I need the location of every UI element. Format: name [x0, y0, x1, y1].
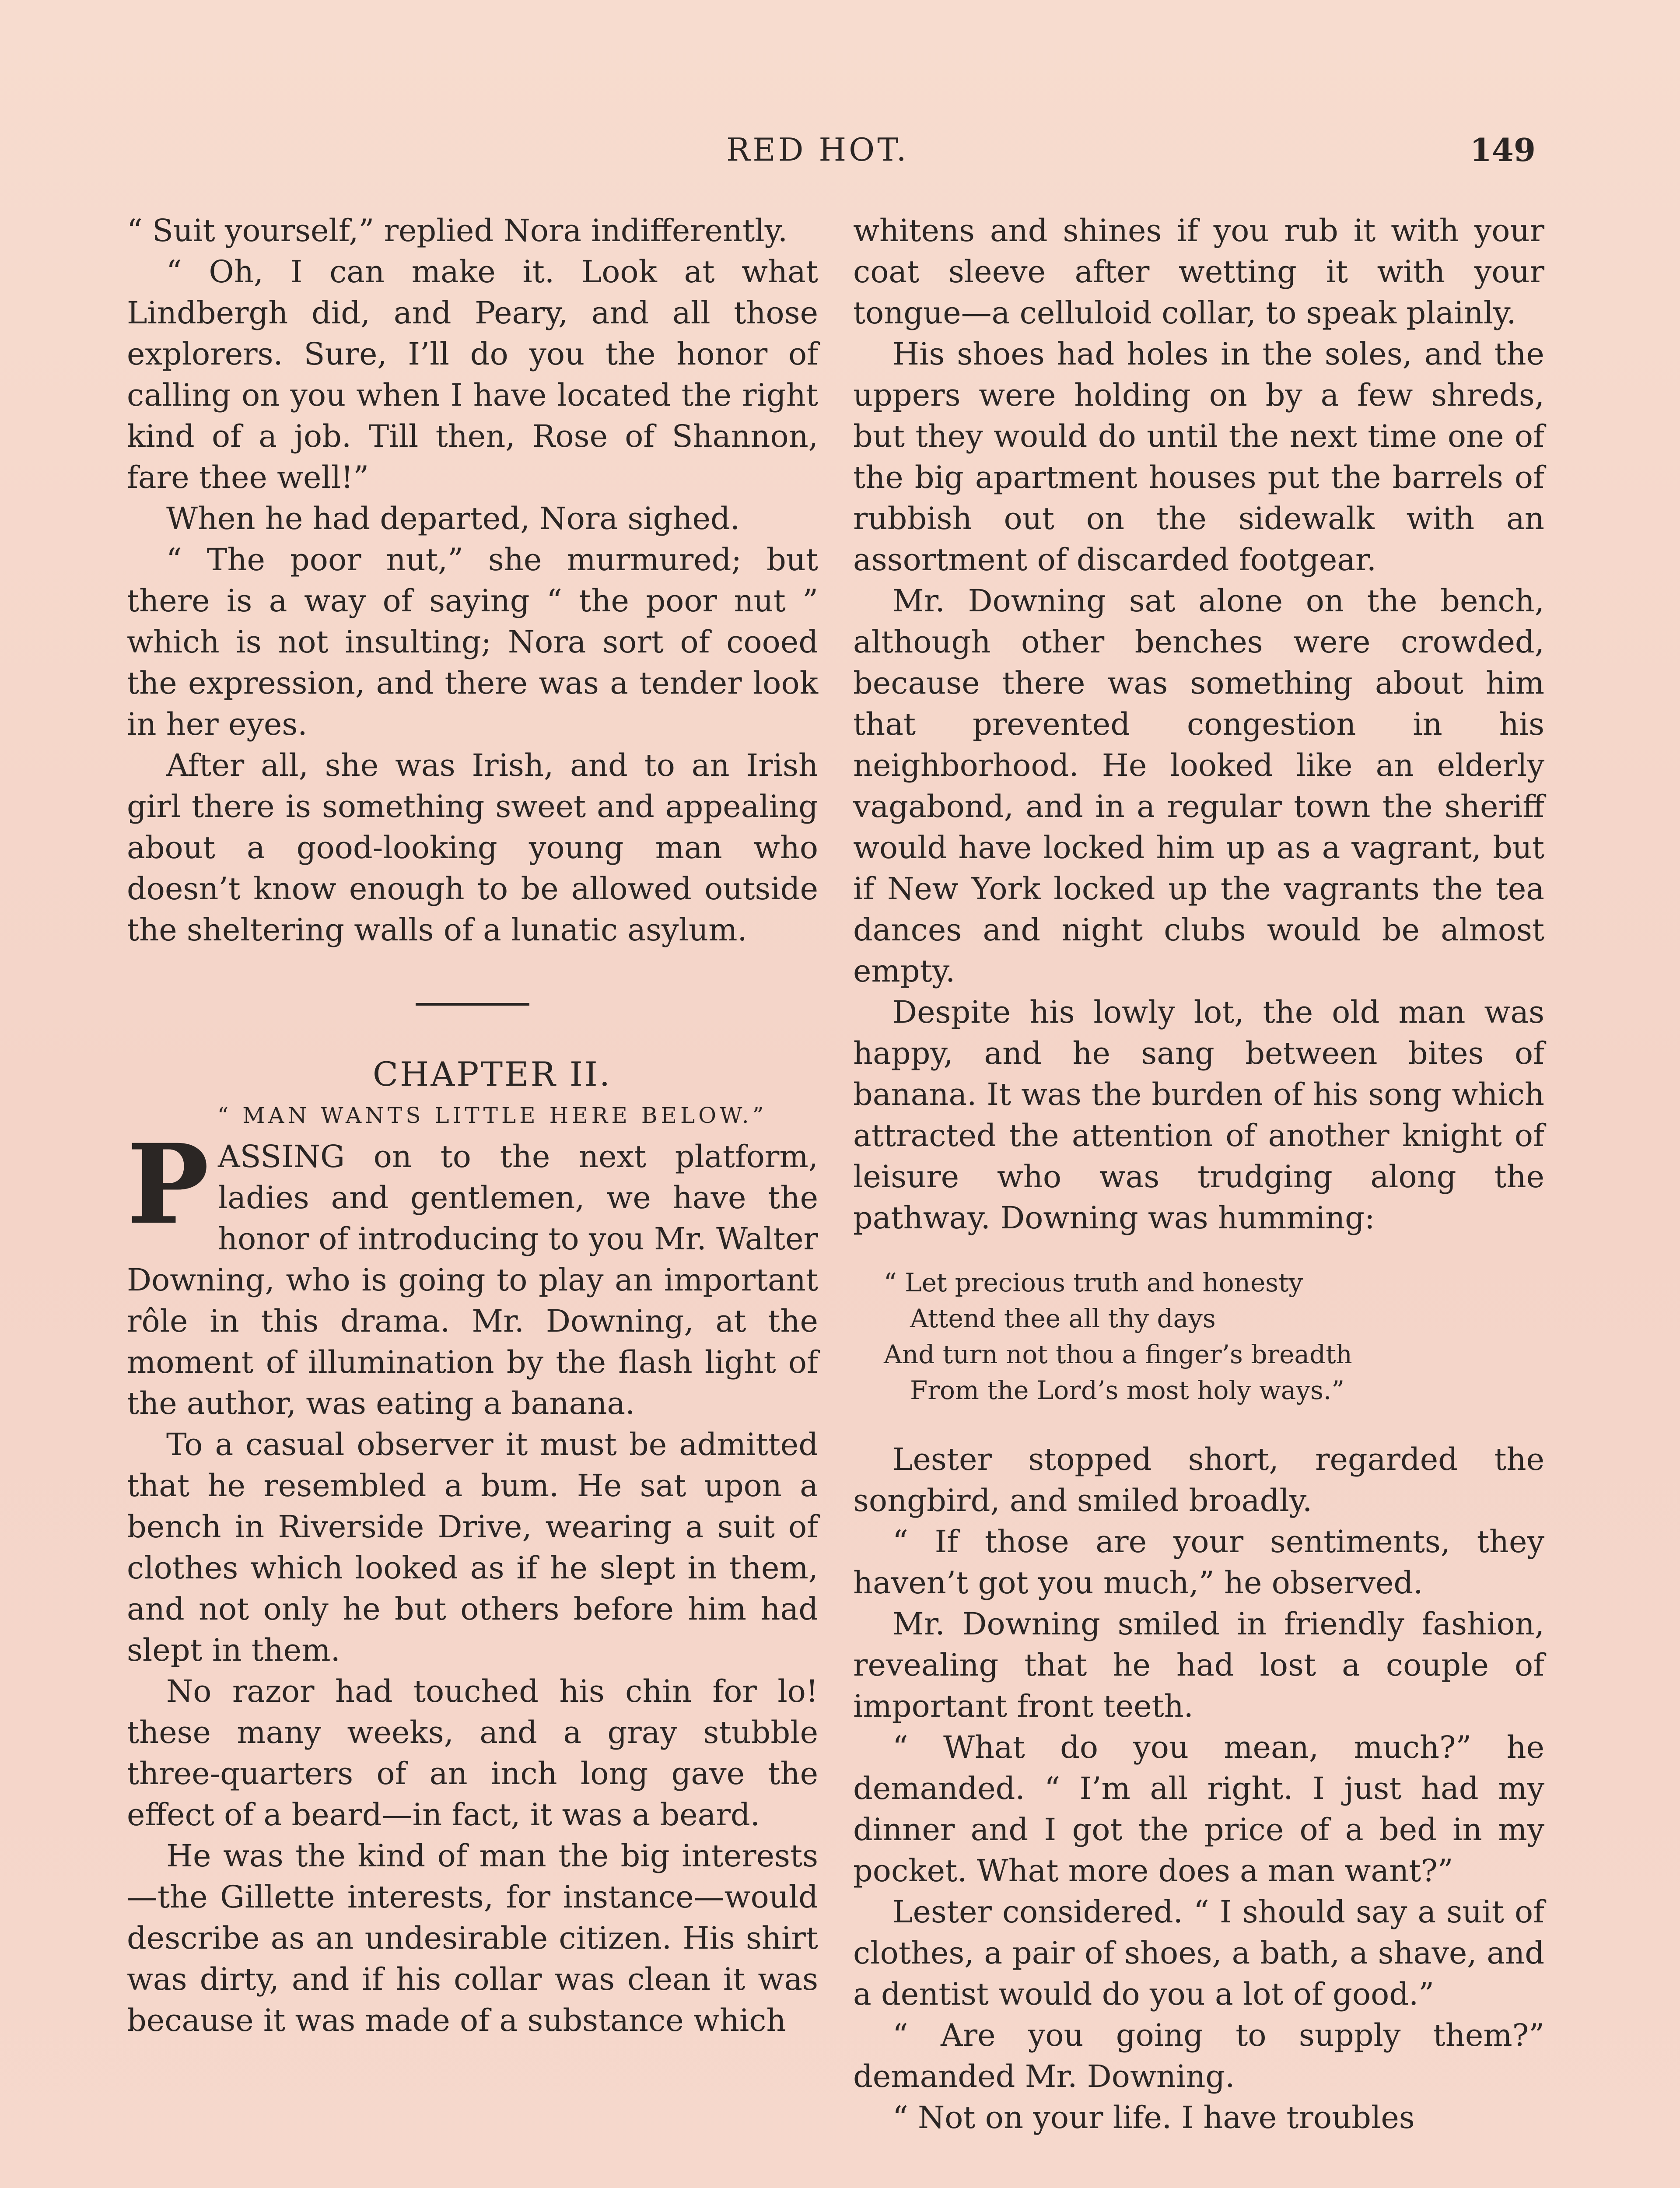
paragraph: His shoes had holes in the soles, and the uppers were holding on by a few shreds, but they would do until the next time one of the big apartment houses put the barrels of rubbish out on the sidewalk with an assortment of discarded footgear. [853, 336, 1544, 578]
page-number: 149 [1470, 131, 1536, 168]
paragraph: When he had departed, Nora sighed. [166, 501, 740, 536]
opening-paragraph [127, 1120, 818, 1424]
paragraph: Despite his lowly lot, the old man was happy, and he sang between bites of banana. It was the burden of his song which attracted the attention of another knight of leisure who was trudging along the pathway. Downing was humming: [853, 994, 1544, 1236]
paragraph: “ The poor nut,” she murmured; but there is a way of saying “ the poor nut ” which is not insulting; Nora sort of cooed the expression, and there was a tender look in her eyes. [127, 542, 818, 742]
paragraph: “ What do you mean, much?” he demanded. “ I’m all right. I just had my dinner and I got the price of a bed in my pocket. What more does a man want?” [853, 1729, 1544, 1889]
running-head: RED HOT. [726, 131, 909, 168]
paragraph: “ Oh, I can make it. Look at what Lindbergh did, and Peary, and all those explorers. Sure, I’ll do you the honor of calling on you when I have located the right kind of a job. Till then, Rose of Shannon, fare thee well!” [127, 254, 818, 495]
verse-line: “ Let precious truth and honesty [884, 1268, 1303, 1297]
paragraph: “ If those are your sentiments, they haven’t got you much,” he observed. [853, 1524, 1544, 1601]
chapter-title: CHAPTER II. [372, 1055, 612, 1094]
paragraph: After all, she was Irish, and to an Irish girl there is something sweet and appealing about a good-looking young man who doesn’t know enough to be allowed outside the sheltering walls of a lunatic asylum. [127, 747, 818, 948]
hymn-verse [884, 1265, 1544, 1408]
paragraph: whitens and shines if you rub it with your coat sleeve after wetting it with your tongue—a celluloid collar, to speak plainly. [853, 213, 1544, 331]
paragraph: He was the kind of man the big interests—the Gillette interests, for instance—would describe as an undesirable citizen. His shirt was dirty, and if his collar was clean it was because it was made of a substance which [127, 1838, 818, 2038]
paragraph: “ Are you going to supply them?” demanded Mr. Downing. [853, 2017, 1544, 2094]
left-column [127, 210, 818, 2041]
paragraph: No razor had touched his chin for lo! these many weeks, and a gray stubble three-quarters of an inch long gave the effect of a beard—in fact, it was a beard. [127, 1673, 818, 1833]
paragraph: Mr. Downing sat alone on the bench, although other benches were crowded, because there was something about him that prevented congestion in his neighborhood. He looked like an elderly vagabond, and in a regular town the sheriff would have locked him up as a vagrant, but if New York locked up the vagrants the tea dances and night clubs would be almost empty. [853, 583, 1544, 989]
section-divider [416, 1003, 529, 1006]
verse-line: And turn not thou a finger’s breadth [884, 1339, 1352, 1369]
paragraph: Mr. Downing smiled in friendly fashion, revealing that he had lost a couple of important front teeth. [853, 1606, 1544, 1724]
right-column [853, 210, 1544, 2138]
drop-cap: P [127, 1120, 209, 1248]
paragraph: To a casual observer it must be admitted that he resembled a bum. He sat upon a bench in Riverside Drive, wearing a suit of clothes which looked as if he slept in them, and not only he but others before him had slept in them. [127, 1427, 818, 1668]
paragraph: Lester considered. “ I should say a suit of clothes, a pair of shoes, a bath, a shave, and a dentist would do you a lot of good.” [853, 1894, 1544, 2012]
verse-line: Attend thee all thy days [910, 1304, 1216, 1333]
verse-line: From the Lord’s most holy ways.” [910, 1375, 1344, 1405]
chapter-subtitle: “ MAN WANTS LITTLE HERE BELOW.” [217, 1103, 767, 1128]
paragraph: “ Suit yourself,” replied Nora indifferently. [127, 213, 788, 249]
paragraph: Lester stopped short, regarded the songbird, and smiled broadly. [853, 1441, 1544, 1518]
paragraph: “ Not on your life. I have troubles [892, 2100, 1415, 2135]
opening-paragraph-text: ASSING on to the next platform, ladies and gentlemen, we have the honor of introducing to you Mr. Walter Downing, who is going to play an important rôle in this drama. Mr. Downing, at the moment of illumination by the flash light of the author, was eating a banana. [127, 1139, 818, 1421]
